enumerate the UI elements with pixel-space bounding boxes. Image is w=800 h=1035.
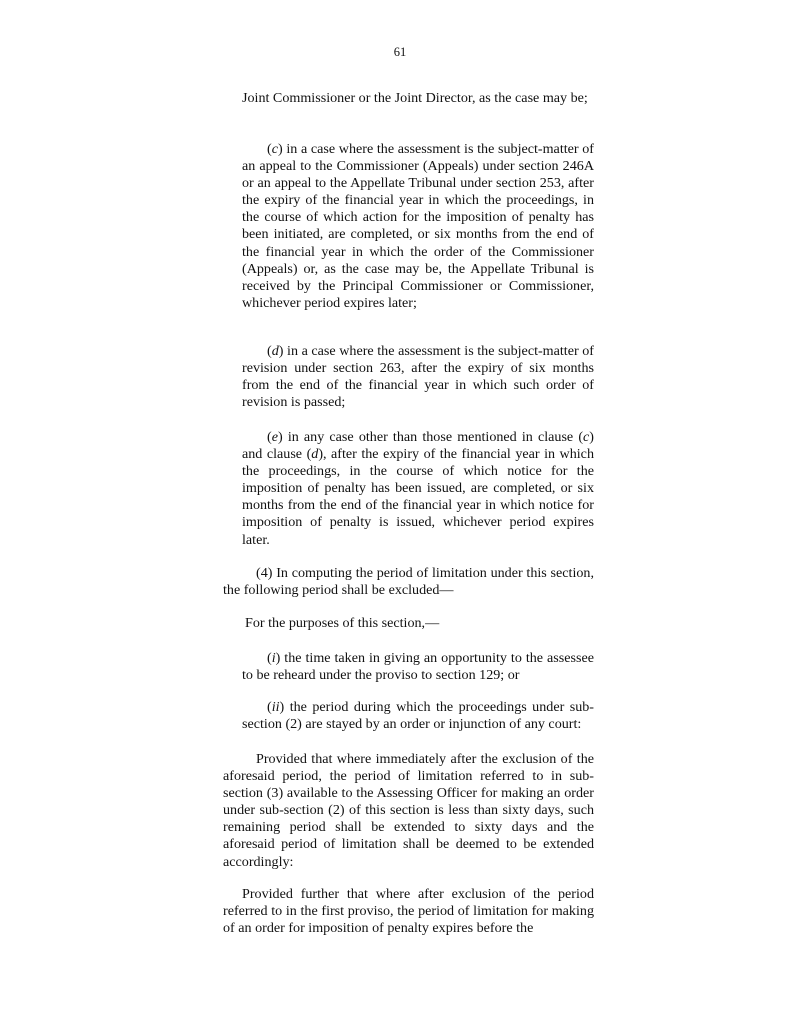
clause-reference: c: [583, 429, 590, 445]
paragraph-text: Joint Commissioner or the Joint Director, as the case may be;: [242, 90, 588, 106]
clause-text-part: in any case other than those mentioned in clause (: [282, 429, 584, 445]
item-open-paren: (: [267, 650, 272, 666]
clause-open-paren: (: [267, 141, 272, 157]
clause-label: e: [271, 429, 278, 445]
item-label: ii: [271, 699, 280, 715]
clause-c: [242, 141, 594, 312]
clause-open-paren: (: [267, 429, 272, 445]
clause-text: in a case where the assessment is the subject-matter of an appeal to the Commissioner (Appeals) under section 246A or an appeal to the Appellate Tribunal under section 253, after the expiry of the financial year in which the proceedings, in the course of which action for the imposition of penalty has been initiated, are completed, or six months from the end of the financial year in which the order of the Commissioner (Appeals) or, as the case may be, the Appellate Tribunal is received by the Principal Commissioner or Commissioner, whichever period expires later;: [242, 141, 594, 311]
purposes-text: For the purposes of this section,—: [245, 615, 440, 631]
clause-close-paren: ): [277, 429, 283, 445]
item-i: [242, 650, 594, 684]
clause-e: [242, 429, 594, 549]
page-number: 61: [393, 45, 407, 59]
item-open-paren: (: [267, 699, 272, 715]
proviso-text: Provided that where immediately after the exclusion of the aforesaid period, the period of limitation referred to in sub-section (3) available to the Assessing Officer for making an order under sub-section (2) of this section is less than sixty days, such remaining period shall be extended to sixty days and the aforesaid period of limitation shall be deemed to be extended accordingly:: [223, 751, 594, 870]
item-label: i: [271, 650, 276, 666]
clause-text: in a case where the assessment is the subject-matter of revision under section 263, after the expiry of six months from the end of the financial year in which such order of revision is passed;: [242, 343, 594, 411]
clause-text-part: ) and clause (: [242, 429, 594, 463]
clause-close-paren: ): [277, 141, 283, 157]
item-text: the period during which the proceedings under sub-section (2) are stayed by an order or injunction of any court:: [242, 699, 594, 733]
clause-open-paren: (: [267, 343, 272, 359]
clause-label: c: [271, 141, 278, 157]
item-text: the time taken in giving an opportunity to the assessee to be reheard under the proviso to section 129; or: [242, 650, 594, 684]
clause-d: [242, 343, 594, 411]
first-proviso: [223, 751, 594, 871]
second-proviso: [223, 886, 594, 937]
proviso-text: Provided further that where after exclusion of the period referred to in the first proviso, the period of limitation for making of an order for imposition of penalty expires before the: [223, 886, 594, 937]
clause-close-paren: ): [278, 343, 284, 359]
item-close-paren: ): [275, 650, 281, 666]
item-ii: [242, 699, 594, 733]
clause-label: d: [271, 343, 279, 359]
subsection-text: (4) In computing the period of limitation under this section, the following period shall be excluded—: [223, 565, 594, 599]
paragraph-continuation: [242, 90, 594, 107]
clause-reference: d: [311, 446, 319, 463]
subsection-4: [223, 565, 594, 599]
clause-text-part: ), after the expiry of the financial year in which the proceedings, in the course of which notice for the imposition of penalty has been issued, are completed, or six months from the end of the financial year in which notice for imposition of penalty is issued, whichever period expires later.: [242, 446, 594, 548]
purposes-line: [223, 615, 594, 632]
item-close-paren: ): [279, 699, 285, 715]
